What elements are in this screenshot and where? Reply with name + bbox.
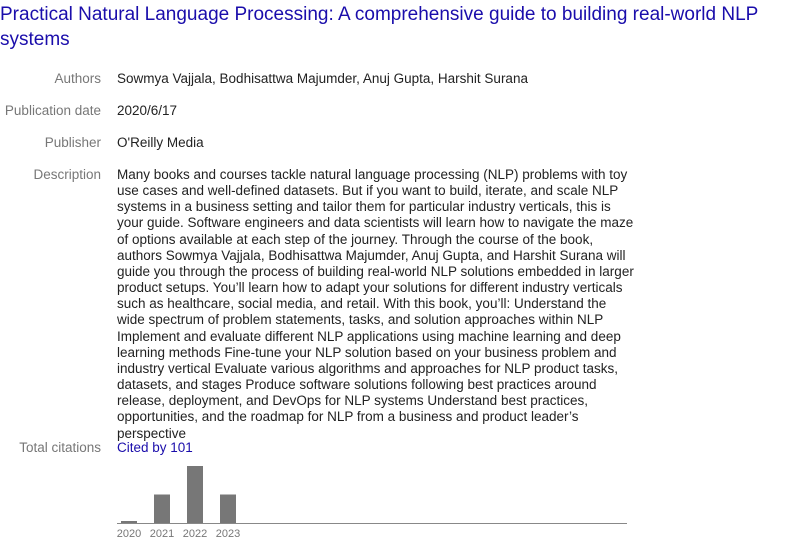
description-label: Description [33, 167, 101, 182]
authors-value: Sowmya Vajjala, Bodhisattwa Majumder, Anuj Gupta, Harshit Surana [117, 71, 528, 86]
chart-tick-labels [117, 528, 240, 540]
year-tick-2021: 2021 [149, 528, 175, 540]
citation-bar-2021[interactable] [154, 495, 170, 524]
article-title-link[interactable]: Practical Natural Language Processing: A comprehensive guide to building real-world NLP systems [0, 4, 758, 50]
chart-bars [121, 466, 236, 523]
publication-date-label: Publication date [4, 103, 101, 118]
cited-by-link[interactable]: Cited by 101 [117, 440, 193, 455]
citation-bar-2023[interactable] [220, 495, 236, 524]
description-value: Many books and courses tackle natural language processing (NLP) problems with toy use cases and well-defined datasets. But if you want to build, iterate, and scale NLP systems in a business setting and tailor them for particular industry verticals, this is your guide. Software engineers and data scientists will learn how to navigate the maze of options available at each step of the journey. Through the course of the book, authors Sowmya Vajjala, Bodhisattwa Majumder, Anuj Gupta, and Harshit Surana will guide you through the process of building real-world NLP solutions embedded in larger product setups. You’ll learn how to adapt your solutions for different industry verticals such as healthcare, social media, and retail. With this book, you’ll: Understand the wide spectrum of problem statements, tasks, and solution approaches within NLP Implement and evaluate different NLP applications using machine learning and deep learning methods Fine-tune your NLP solution based on your business problem and industry vertical Evaluate various algorithms and approaches for NLP product tasks, datasets, and stages Produce software solutions following best practices around release, deployment, and DevOps for NLP systems Understand best practices, opportunities, and the roadmap for NLP from a business and product leader’s perspective [117, 167, 634, 441]
year-tick-2022: 2022 [182, 528, 208, 540]
total-citations-label: Total citations [19, 440, 101, 455]
publisher-label: Publisher [44, 135, 101, 150]
authors-label: Authors [54, 71, 101, 86]
publication-date-value: 2020/6/17 [117, 103, 178, 118]
citation-bar-2022[interactable] [187, 466, 203, 523]
publisher-value: O'Reilly Media [117, 135, 204, 150]
citation-bar-2020[interactable] [121, 521, 137, 523]
year-tick-2023: 2023 [215, 528, 241, 540]
year-tick-2020: 2020 [116, 528, 142, 540]
